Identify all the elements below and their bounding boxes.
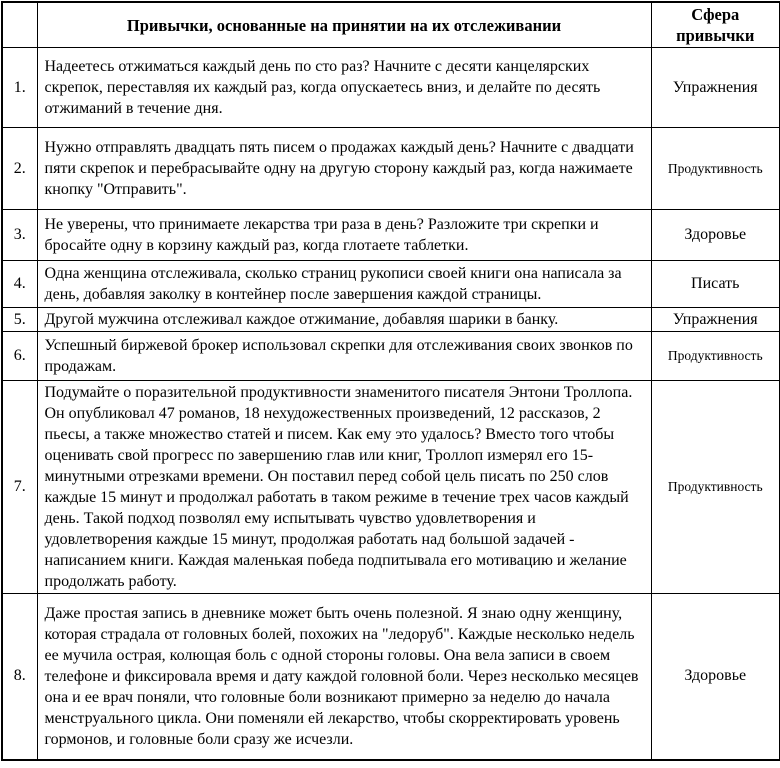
habit-text: Одна женщина отслеживала, сколько страниц рукописи своей книги она написала за день, добавляя заколку в контейнер после завершения каждой страницы. [37, 261, 651, 308]
sphere-label: Продуктивность [651, 381, 780, 594]
table-row [2, 261, 780, 308]
document-page [0, 1, 780, 768]
header-row [2, 2, 780, 48]
header-sphere-cell: Сфера привычки [651, 2, 780, 48]
sphere-label: Продуктивность [651, 128, 780, 210]
habit-text: Нужно отправлять двадцать пять писем о продажах каждый день? Начните с двадцати пяти скрепок и перебрасывайте одну на другую сторону каждый раз, когда нажимаете кнопку "Отправить". [37, 128, 651, 210]
row-number: 7. [2, 381, 37, 594]
row-number: 6. [2, 332, 37, 381]
habit-text: Подумайте о поразительной продуктивности знаменитого писателя Энтони Троллопа. Он опубликовал 47 романов, 18 нехудожественных произведений, 12 рассказов, 2 пьесы, а также множество статей и писем. Как ему это удалось? Вместо того чтобы оценивать свой прогресс по завершению глав или книг, Троллоп измерял его 15-минутными отрезками времени. Он поставил перед собой цель писать по 250 слов каждые 15 минут и продолжал работать в таком режиме в течение трех часов каждый день. Такой подход позволял ему испытывать чувство удовлетворения и удовлетворения каждые 15 минут, продолжая работать над большой задачей - написанием книги. Каждая маленькая победа подпитывала его мотивацию и желание продолжать работу. [37, 381, 651, 594]
row-number: 3. [2, 210, 37, 261]
row-number: 1. [2, 48, 37, 128]
habit-text: Даже простая запись в дневнике может быть очень полезной. Я знаю одну женщину, которая страдала от головных болей, похожих на "ледоруб". Каждые несколько недель ее мучила острая, колющая боль с одной стороны головы. Она вела записи в своем телефоне и фиксировала время и дату каждой головной боли. Через несколько месяцев она и ее врач поняли, что головные боли возникают примерно за неделю до начала менструального цикла. Они поменяли ей лекарство, чтобы скорректировать уровень гормонов, и головные боли сразу же исчезли. [37, 594, 651, 760]
habit-text: Другой мужчина отслеживал каждое отжимание, добавляя шарики в банку. [37, 308, 651, 332]
row-number: 5. [2, 308, 37, 332]
habits-table [1, 1, 780, 761]
habit-text: Не уверены, что принимаете лекарства три раза в день? Разложите три скрепки и бросайте одну в корзину каждый раз, когда глотаете таблетки. [37, 210, 651, 261]
table-row [2, 48, 780, 128]
row-number: 8. [2, 594, 37, 760]
header-habit-cell: Привычки, основанные на принятии на их отслеживании [37, 2, 651, 48]
habit-text: Надеетесь отжиматься каждый день по сто раз? Начните с десяти канцелярских скрепок, переставляя их каждый раз, когда опускаетесь вниз, и делайте по десять отжиманий в течение дня. [37, 48, 651, 128]
sphere-label: Продуктивность [651, 332, 780, 381]
table-row [2, 308, 780, 332]
sphere-label: Здоровье [651, 594, 780, 760]
sphere-label: Писать [651, 261, 780, 308]
sphere-label: Упражнения [651, 48, 780, 128]
table-row [2, 332, 780, 381]
habit-text: Успешный биржевой брокер использовал скрепки для отслеживания своих звонков по продажам. [37, 332, 651, 381]
table-row [2, 210, 780, 261]
table-row [2, 381, 780, 594]
sphere-label: Здоровье [651, 210, 780, 261]
table-row [2, 128, 780, 210]
row-number: 2. [2, 128, 37, 210]
header-number-cell [2, 2, 37, 48]
row-number: 4. [2, 261, 37, 308]
sphere-label: Упражнения [651, 308, 780, 332]
table-row [2, 594, 780, 760]
